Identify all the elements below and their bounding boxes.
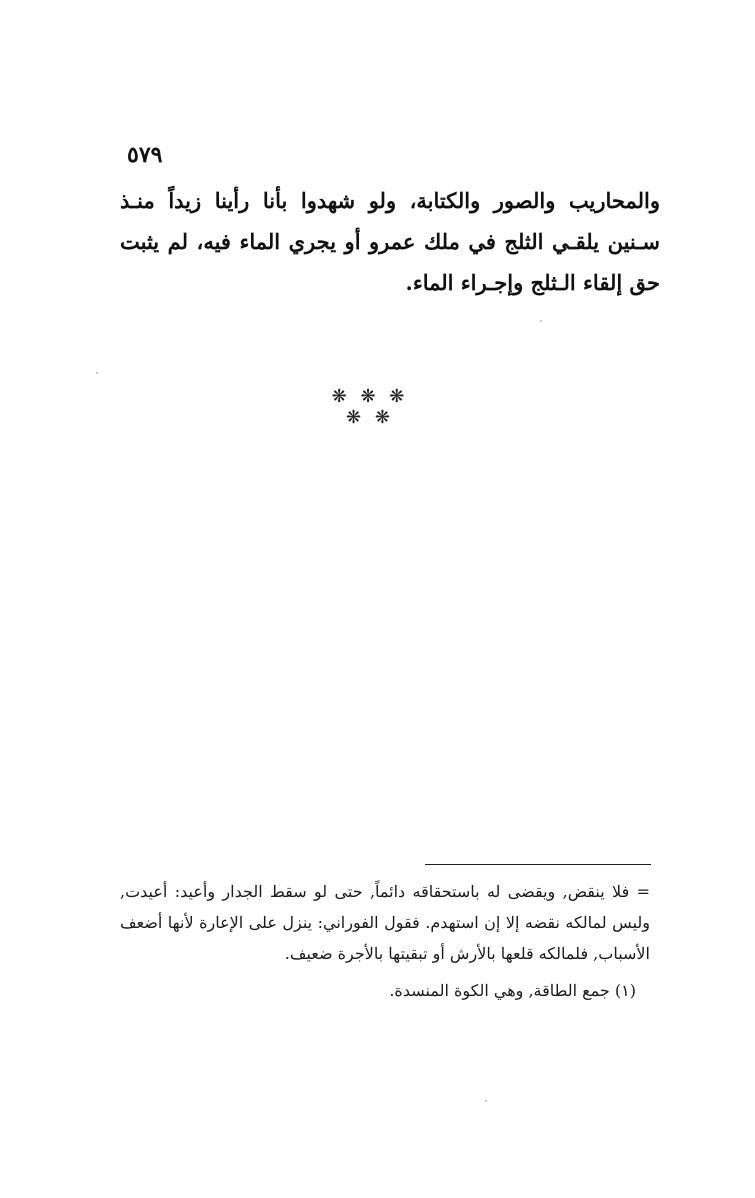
footnote-continuation: = فلا ينقض, ويقضى له باستحقاقه دائماً, حتى لو سقط الجدار وأعيد: أعيدت, وليس لمالكه نقضه إلا إن استهدم. فقول الفوراني: ينزل على الإعارة لأنها أضعف الأسباب, فلمالكه قلعها بالأرش أو تبقيتها بالأجرة ضعيف.	[120, 882, 650, 963]
main-paragraph: والمحاريب والصور والكتابة، ولو شهدوا بأنا رأينا زيداً منـذ سـنين يلقـي الثلج في ملك عمرو أو يجري الماء فيه، لم يثبت حق إلقاء الـثلج وإجـراء الماء.	[120, 188, 660, 295]
page-number: ٥٧٩	[127, 142, 163, 168]
footnotes-block	[120, 876, 650, 1006]
scan-speck	[540, 320, 542, 322]
footnote-divider	[425, 864, 651, 865]
scan-speck	[485, 1100, 487, 1102]
section-separator: ❋ ❋ ❋ ❋ ❋	[331, 386, 409, 428]
footnote-1: (١) جمع الطاقة, وهي الكوة المنسدة.	[389, 981, 636, 1000]
scan-speck	[96, 372, 98, 374]
